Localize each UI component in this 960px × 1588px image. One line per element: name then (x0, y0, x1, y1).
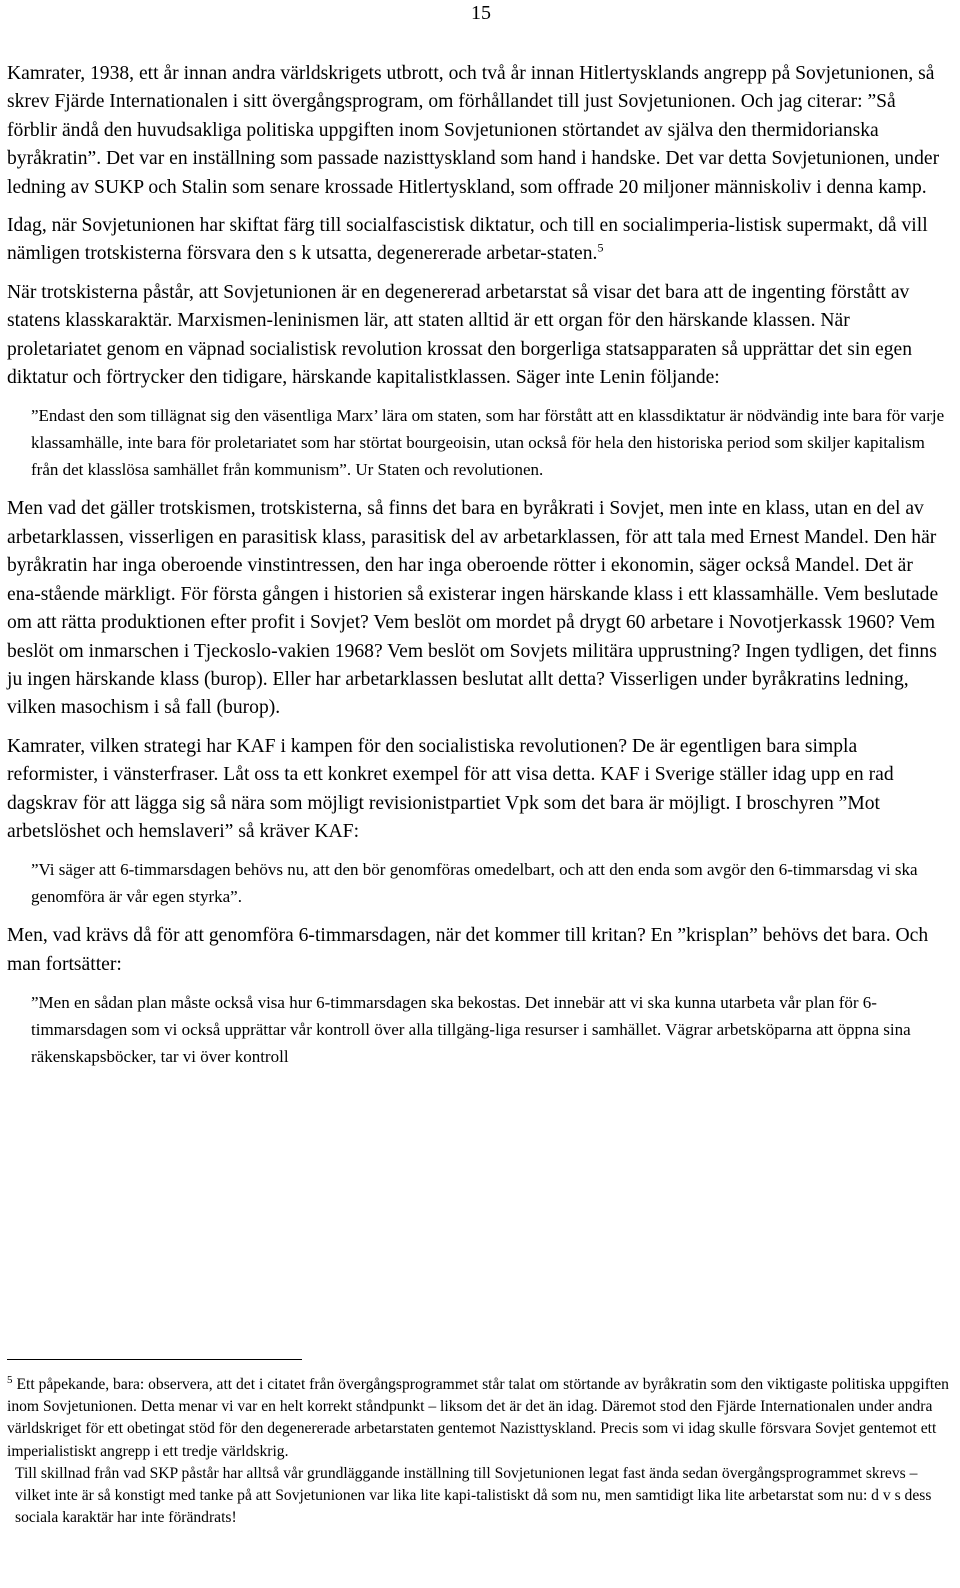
paragraph: Men, vad krävs då för att genomföra 6-timmarsdagen, när det kommer till kritan? En ”krisplan” behövs det bara. Och man fortsätter: (7, 925, 929, 975)
block-quote: ”Men en sådan plan måste också visa hur 6-timmarsdagen ska bekostas. Det innebär att vi ska kunna utarbeta vår plan för 6-timmarsdagen som vi också upprättar vår kontroll över alla tillgäng-liga resurser i samhället. Vägrar arbetsköparna att öppna sina räkenskapsböcker, tar vi över kontroll (31, 993, 911, 1067)
main-text (7, 60, 949, 1082)
block-quote: ”Endast den som tillägnat sig den väsentliga Marx’ lära om staten, som har förstått att en klassdiktatur är nödvändig inte bara för varje klassamhälle, inte bara för proletariatet som har störtat bourgeoisin, utan också för hela den historiska period som skiljer kapitalism från det klasslösa samhället från kommunism”. Ur Staten och revolutionen. (31, 406, 945, 480)
paragraph: Kamrater, 1938, ett år innan andra världskrigets utbrott, och två år innan Hitlertysklands angrepp på Sovjetunionen, så skrev Fjärde Internationalen i sitt övergångsprogram, om förhållandet till just Sovjetunionen. Och jag citerar: ”Så förblir ändå den huvudsakliga politiska uppgiften inom Sovjetunionen störtandet av själva den thermidorianska byråkratin”. Det var en inställning som passade nazisttyskland som hand i handske. Det var detta Sovjetunionen, under ledning av SUKP och Stalin som senare krossade Hitlertyskland, som offrade 20 miljoner människoliv i denna kamp. (7, 63, 940, 198)
footnote: $^5$ Ett påpekande, bara: observera, att det i citatet från övergångsprogrammet står talat om störtande av byråkratin som den viktigaste politiska uppgiften inom Sovjetunionen. Detta menar vi var en helt korrekt ståndpunkt – liksom det är det än idag. Däremot stod den Fjärde Internationalen under andra världskriget för ett obetingat stöd för den degenererade arbetarstaten gentemot Nazisttyskland. Precis som vi idag skulle försvara Sovjet gentemot ett imperialistiskt angrepp i ett tredje världskrig. (7, 1373, 949, 1460)
paragraph: Idag, när Sovjetunionen har skiftat färg till socialfascistisk diktatur, och till en socialimperia-listisk supermakt, då vill nämligen trotskisterna försvara den s k utsatta, degenererade arbetar-staten.$^5$ (7, 215, 928, 265)
paragraph: När trotskisterna påstår, att Sovjetunionen är en degenererad arbetarstat så visar det bara att de ingenting förstått av statens klasskaraktär. Marxismen-leninismen lär, att staten alltid är ett organ för den härskande klassen. När proletariatet genom en väpnad socialistisk revolution krossat den borgerliga statsapparaten så upprättar det sin egen diktatur och förtrycker den tidigare, härskande kapitalistklassen. Säger inte Lenin följande: (7, 281, 913, 389)
paragraph: Kamrater, vilken strategi har KAF i kampen för den socialistiska revolutionen? De är egentligen bara simpla reformister, i vänsterfraser. Låt oss ta ett konkret exempel för att visa detta. KAF i Sverige ställer idag upp en rad dagskrav för att lägga sig så nära som möjligt revisionistpartiet Vpk som det bara är möjligt. I broschyren ”Mot arbetslöshet och hemslaveri” så kräver KAF: (7, 735, 894, 842)
block-quote: ”Vi säger att 6-timmarsdagen behövs nu, att den bör genomföras omedelbart, och att den enda som avgör den 6-timmarsdag vi ska genomföra är vår egen styrka”. (31, 860, 918, 907)
footnotes (7, 1374, 949, 1529)
paragraph: Men vad det gäller trotskismen, trotskisterna, så finns det bara en byråkrati i Sovjet, men inte en klass, utan en del av arbetarklassen, visserligen en parasitisk klass, parasitisk del av arbetarklassen, för att tala med Ernest Mandel. Den här byråkratin har inga oberoende vinstintressen, den har inga oberoende rötter i ekonomin, säger också Mandel. Det är ena-stående märkligt. För första gången i historien så existerar ingen härskande klass i ett klassamhälle. Vem beslutade om att rätta produktionen efter profit i Sovjet? Vem beslöt om mordet på drygt 60 arbetare i Novotjerkassk 1960? Vem beslöt om inmarschen i Tjeckoslo-vakien 1968? Vem beslöt om Sovjets militära upprustning? Ingen tydligen, det finns ju ingen härskande klass (burop). Eller har arbetarklassen beslutat allt detta? Visserligen under byråkratins ledning, vilken masochism i så fall (burop). (7, 498, 939, 719)
footnote-number: 5 (7, 1373, 13, 1386)
footnote-reference[interactable]: 5 (597, 240, 604, 255)
page-number: 15 (471, 2, 491, 24)
footnote-continuation: Till skillnad från vad SKP påstår har alltså vår grundläggande inställning till Sovjetunionen legat fast ända sedan övergångsprogrammet skrevs – vilket inte är så konstigt med tanke på att Sovjetunionen var lika lite kapi-talistiskt då som nu, men samtidigt lika lite arbetarstat som nu: d v s dess sociala karaktär har inte förändrats! (15, 1464, 932, 1527)
footnote-separator (7, 1359, 302, 1360)
